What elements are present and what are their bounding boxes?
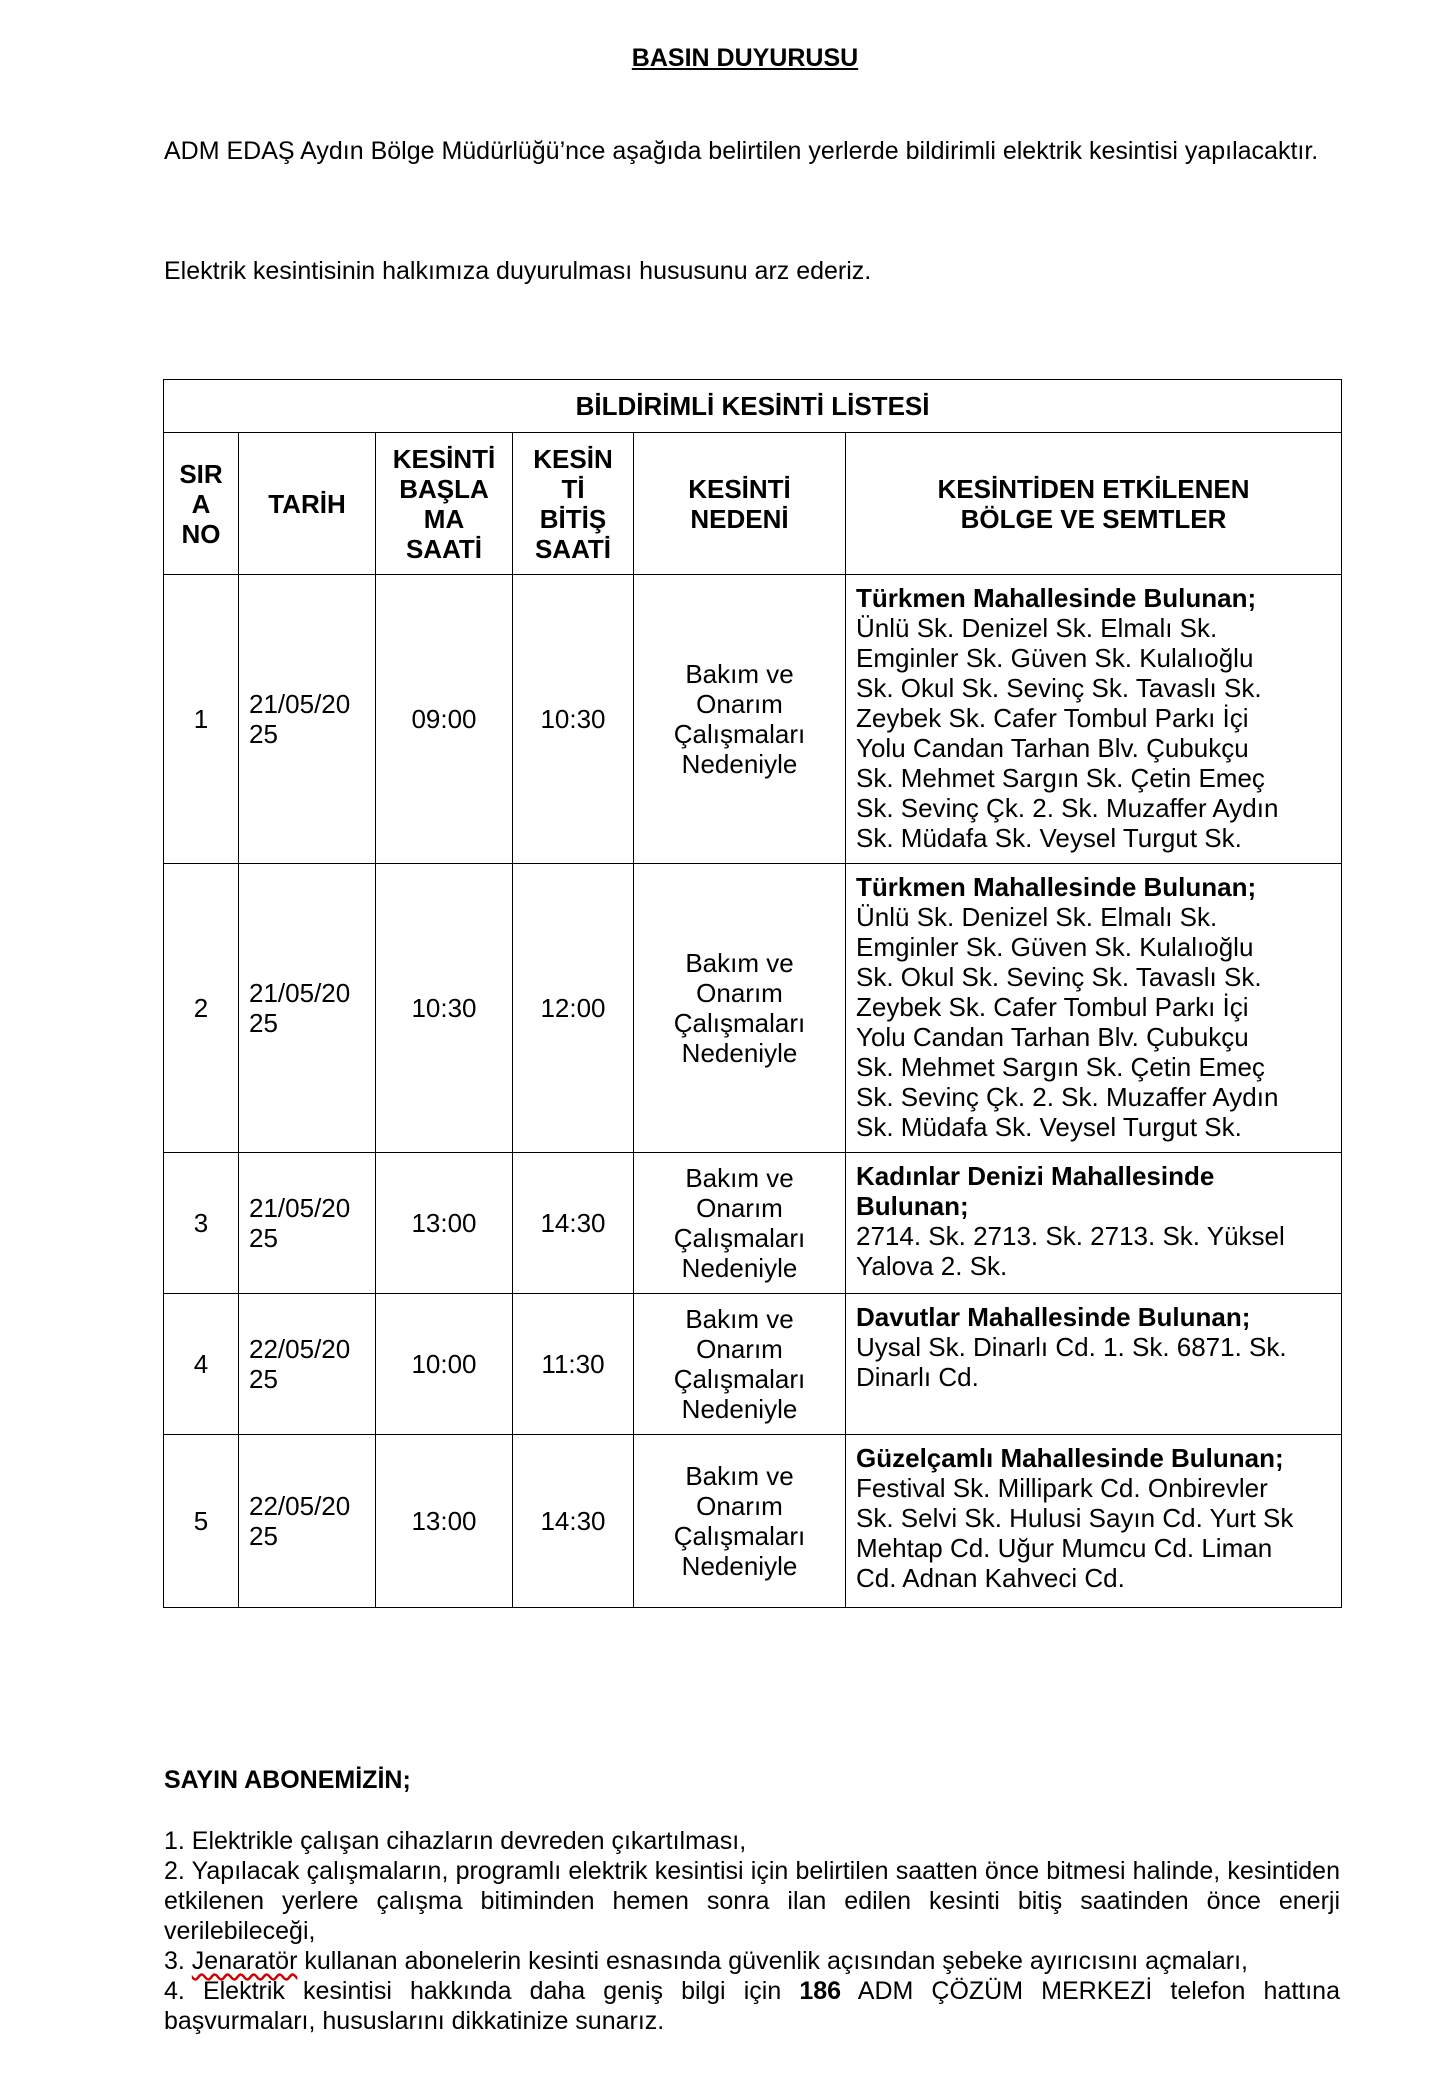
cell-no: 3: [164, 1153, 239, 1294]
table-row: [164, 575, 1342, 864]
cell-no: 2: [164, 864, 239, 1153]
notice-item-4: 4. Elektrik kesintisi hakkında daha geniş bilgi için 186 ADM ÇÖZÜM MERKEZİ telefon hattına başvurmaları, hususlarını dikkatinize sunarız.: [164, 1977, 1340, 2035]
cell-areas: [846, 1153, 1342, 1294]
area-line: Sk. Müdafa Sk. Veysel Turgut Sk.: [856, 1112, 1242, 1142]
cell-date: 21/05/20 25: [239, 864, 376, 1153]
table-row: [164, 1153, 1342, 1294]
cell-areas: [846, 864, 1342, 1153]
cell-end: 14:30: [513, 1435, 634, 1608]
header-no: SIR A NO: [164, 433, 239, 575]
area-line: 2714. Sk. 2713. Sk. 2713. Sk. Yüksel: [856, 1221, 1285, 1251]
notice-item-2: 2. Yapılacak çalışmaların, programlı elektrik kesintisi için belirtilen saatten önce bitmesi halinde, kesintiden etkilenen yerlere çalışma bitiminden hemen sonra ilan edilen kesinti bitiş saatinden önce enerji verilebileceği,: [164, 1857, 1340, 1945]
cell-areas: [846, 575, 1342, 864]
area-line: Emginler Sk. Güven Sk. Kulalıoğlu: [856, 643, 1254, 673]
header-reason: KESİNTİ NEDENİ: [634, 433, 846, 575]
cell-date: 22/05/20 25: [239, 1435, 376, 1608]
area-line: Yolu Candan Tarhan Blv. Çubukçu: [856, 733, 1249, 763]
notice-item-1: 1. Elektrikle çalışan cihazların devreden çıkartılması,: [164, 1827, 747, 1855]
area-line: Sk. Mehmet Sargın Sk. Çetin Emeç: [856, 1052, 1265, 1082]
outage-table: [163, 379, 1342, 1608]
cell-areas: [846, 1294, 1342, 1435]
area-line: Mehtap Cd. Uğur Mumcu Cd. Liman: [856, 1533, 1273, 1563]
cell-start: 10:30: [376, 864, 513, 1153]
area-line: Sk. Sevinç Çk. 2. Sk. Muzaffer Aydın: [856, 1082, 1279, 1112]
cell-start: 13:00: [376, 1153, 513, 1294]
cell-start: 09:00: [376, 575, 513, 864]
area-line: Festival Sk. Millipark Cd. Onbirevler: [856, 1473, 1268, 1503]
area-title: Türkmen Mahallesinde Bulunan;: [856, 583, 1257, 613]
spellcheck-word: Jenaratör: [191, 1947, 298, 1975]
cell-end: 11:30: [513, 1294, 634, 1435]
cell-reason: Bakım ve Onarım Çalışmaları Nedeniyle: [634, 864, 846, 1153]
cell-no: 1: [164, 575, 239, 864]
cell-areas: [846, 1435, 1342, 1608]
area-title: Türkmen Mahallesinde Bulunan;: [856, 872, 1257, 902]
cell-date: 21/05/20 25: [239, 575, 376, 864]
header-date: TARİH: [239, 433, 376, 575]
area-line: Ünlü Sk. Denizel Sk. Elmalı Sk.: [856, 613, 1218, 643]
table-title: BİLDİRİMLİ KESİNTİ LİSTESİ: [164, 380, 1342, 433]
cell-reason: Bakım ve Onarım Çalışmaları Nedeniyle: [634, 1153, 846, 1294]
area-line: Uysal Sk. Dinarlı Cd. 1. Sk. 6871. Sk.: [856, 1332, 1287, 1362]
area-line: Yalova 2. Sk.: [856, 1251, 1008, 1281]
area-line: Sk. Selvi Sk. Hulusi Sayın Cd. Yurt Sk: [856, 1503, 1294, 1533]
area-line: Sk. Okul Sk. Sevinç Sk. Tavaslı Sk.: [856, 962, 1262, 992]
cell-end: 14:30: [513, 1153, 634, 1294]
cell-reason: Bakım ve Onarım Çalışmaları Nedeniyle: [634, 575, 846, 864]
page-title: BASIN DUYURUSU: [631, 44, 859, 72]
area-line: Sk. Okul Sk. Sevinç Sk. Tavaslı Sk.: [856, 673, 1262, 703]
table-row: [164, 1435, 1342, 1608]
cell-start: 10:00: [376, 1294, 513, 1435]
cell-start: 13:00: [376, 1435, 513, 1608]
cell-no: 4: [164, 1294, 239, 1435]
notice-item-3: 3. Jenaratör kullanan abonelerin kesinti esnasında güvenlik açısından şebeke ayırıcısını açmaları,: [164, 1947, 1248, 1975]
cell-date: 22/05/20 25: [239, 1294, 376, 1435]
area-line: Yolu Candan Tarhan Blv. Çubukçu: [856, 1022, 1249, 1052]
area-line: Cd. Adnan Kahveci Cd.: [856, 1563, 1125, 1593]
area-title: Davutlar Mahallesinde Bulunan;: [856, 1302, 1251, 1332]
area-title: Güzelçamlı Mahallesinde Bulunan;: [856, 1443, 1284, 1473]
header-end: KESİN Tİ BİTİŞ SAATİ: [513, 433, 634, 575]
cell-end: 12:00: [513, 864, 634, 1153]
area-line: Dinarlı Cd.: [856, 1362, 979, 1392]
table-row: [164, 864, 1342, 1153]
table-row: [164, 1294, 1342, 1435]
table-header-row: [164, 433, 1342, 575]
cell-date: 21/05/20 25: [239, 1153, 376, 1294]
area-line: Zeybek Sk. Cafer Tombul Parkı İçi: [856, 703, 1249, 733]
area-line: Ünlü Sk. Denizel Sk. Elmalı Sk.: [856, 902, 1218, 932]
header-start: KESİNTİ BAŞLA MA SAATİ: [376, 433, 513, 575]
cell-reason: Bakım ve Onarım Çalışmaları Nedeniyle: [634, 1435, 846, 1608]
notice-heading: SAYIN ABONEMİZİN;: [164, 1766, 411, 1794]
cell-reason: Bakım ve Onarım Çalışmaları Nedeniyle: [634, 1294, 846, 1435]
cell-end: 10:30: [513, 575, 634, 864]
area-line: Sk. Mehmet Sargın Sk. Çetin Emeç: [856, 763, 1265, 793]
area-line: Sk. Müdafa Sk. Veysel Turgut Sk.: [856, 823, 1242, 853]
area-title: Kadınlar Denizi Mahallesinde Bulunan;: [856, 1161, 1215, 1221]
header-areas: KESİNTİDEN ETKİLENEN BÖLGE VE SEMTLER: [846, 433, 1342, 575]
phone-number: 186: [799, 1977, 842, 2005]
area-line: Emginler Sk. Güven Sk. Kulalıoğlu: [856, 932, 1254, 962]
cell-no: 5: [164, 1435, 239, 1608]
request-paragraph: Elektrik kesintisinin halkımıza duyurulması hususunu arz ederiz.: [164, 257, 872, 285]
area-line: Zeybek Sk. Cafer Tombul Parkı İçi: [856, 992, 1249, 1022]
intro-paragraph: ADM EDAŞ Aydın Bölge Müdürlüğü’nce aşağıda belirtilen yerlerde bildirimli elektrik kesintisi yapılacaktır.: [164, 137, 1319, 165]
area-line: Sk. Sevinç Çk. 2. Sk. Muzaffer Aydın: [856, 793, 1279, 823]
notice-list: [164, 1826, 1340, 2036]
